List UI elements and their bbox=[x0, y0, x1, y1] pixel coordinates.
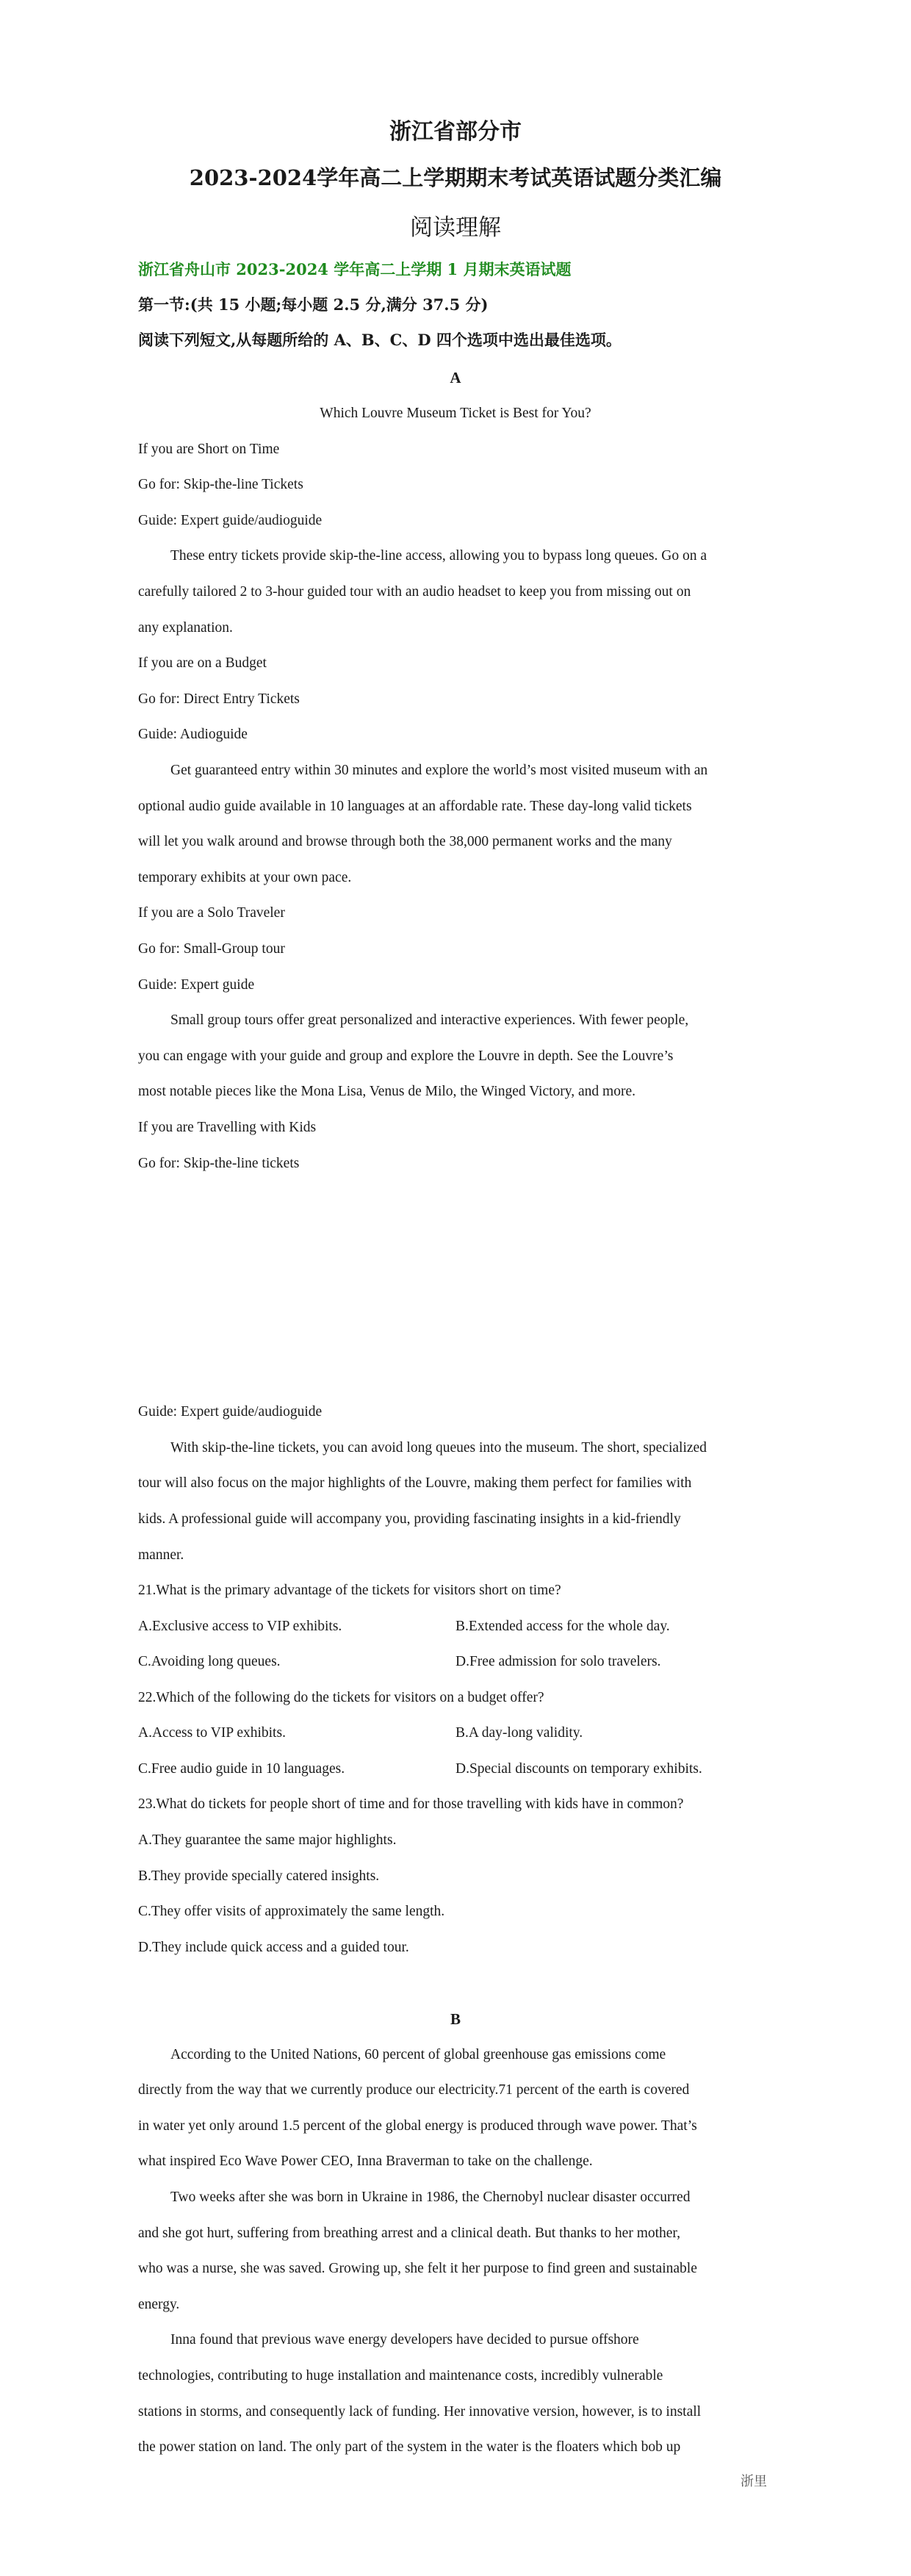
passage-a-line: you can engage with your guide and group and explore the Louvre in depth. See the Louvre’s bbox=[138, 1048, 674, 1064]
passage-a-line: Guide: Expert guide/audioguide bbox=[138, 1404, 323, 1420]
passage-a-line: Go for: Small-Group tour bbox=[138, 941, 285, 957]
passage-b-line: what inspired Eco Wave Power CEO, Inna Braverman to take on the challenge. bbox=[138, 2154, 593, 2169]
section-topic-title: 阅读理解 bbox=[410, 215, 501, 241]
question-21: 21.What is the primary advantage of the tickets for visitors short on time? bbox=[138, 1583, 561, 1598]
passage-a-title: Which Louvre Museum Ticket is Best for You? bbox=[320, 406, 591, 421]
passage-a-line: Go for: Skip-the-line tickets bbox=[138, 1156, 300, 1171]
q23-option-b: B.They provide specially catered insights. bbox=[138, 1868, 380, 1884]
passage-b-line: in water yet only around 1.5 percent of the global energy is produced through wave power. That’s bbox=[138, 2118, 697, 2134]
section-instruction: 阅读下列短文,从每题所给的 A、B、C、D 四个选项中选出最佳选项。 bbox=[138, 331, 622, 349]
passage-b-line: energy. bbox=[138, 2297, 180, 2312]
passage-b-label: B bbox=[450, 2010, 461, 2028]
passage-b-line: and she got hurt, suffering from breathing arrest and a clinical death. But thanks to her mother, bbox=[138, 2226, 681, 2241]
passage-a-line: If you are Travelling with Kids bbox=[138, 1120, 317, 1135]
passage-a-label: A bbox=[450, 369, 461, 386]
q21-option-d: D.Free admission for solo travelers. bbox=[455, 1654, 661, 1669]
passage-b-line: According to the United Nations, 60 percent of global greenhouse gas emissions come bbox=[170, 2047, 666, 2062]
collection-title: 2023-2024学年高二上学期期末考试英语试题分类汇编 bbox=[189, 165, 722, 190]
passage-a-line: Small group tours offer great personalized and interactive experiences. With fewer people, bbox=[170, 1012, 689, 1028]
q21-option-c: C.Avoiding long queues. bbox=[138, 1654, 281, 1669]
passage-a-line: Go for: Skip-the-line Tickets bbox=[138, 477, 303, 492]
passage-a-line: If you are on a Budget bbox=[138, 655, 267, 671]
passage-b-line: Two weeks after she was born in Ukraine in 1986, the Chernobyl nuclear disaster occurred bbox=[170, 2190, 691, 2205]
q23-option-d: D.They include quick access and a guided tour. bbox=[138, 1940, 409, 1955]
q22-option-d: D.Special discounts on temporary exhibits. bbox=[455, 1761, 702, 1777]
passage-a-line: Go for: Direct Entry Tickets bbox=[138, 691, 300, 707]
passage-b-line: the power station on land. The only part of the system in the water is the floaters which bob up bbox=[138, 2439, 681, 2455]
q21-option-b: B.Extended access for the whole day. bbox=[455, 1619, 670, 1634]
passage-a-line: most notable pieces like the Mona Lisa, Venus de Milo, the Winged Victory, and more. bbox=[138, 1084, 635, 1099]
section-heading: 第一节:(共 15 小题;每小题 2.5 分,满分 37.5 分) bbox=[138, 295, 489, 314]
footer-watermark: 浙里 bbox=[741, 2474, 767, 2489]
passage-b-line: Inna found that previous wave energy developers have decided to pursue offshore bbox=[170, 2332, 639, 2347]
passage-a-line: Get guaranteed entry within 30 minutes and explore the world’s most visited museum with an bbox=[170, 763, 708, 778]
passage-a-line: kids. A professional guide will accompany you, providing fascinating insights in a kid-friendly bbox=[138, 1511, 681, 1527]
collection-region-title: 浙江省部分市 bbox=[389, 119, 522, 145]
question-23: 23.What do tickets for people short of time and for those travelling with kids have in common? bbox=[138, 1796, 684, 1812]
q22-option-a: A.Access to VIP exhibits. bbox=[138, 1725, 286, 1741]
question-22: 22.Which of the following do the tickets for visitors on a budget offer? bbox=[138, 1690, 544, 1705]
source-exam: 浙江省舟山市 2023-2024 学年高二上学期 1 月期末英语试题 bbox=[138, 260, 572, 278]
passage-a-line: These entry tickets provide skip-the-line access, allowing you to bypass long queues. Go on a bbox=[170, 548, 707, 564]
passage-a-line: Guide: Audioguide bbox=[138, 727, 248, 742]
passage-a-line: will let you walk around and browse through both the 38,000 permanent works and the many bbox=[138, 834, 672, 849]
passage-a-line: Guide: Expert guide/audioguide bbox=[138, 513, 323, 528]
passage-a-line: With skip-the-line tickets, you can avoid long queues into the museum. The short, specialized bbox=[170, 1440, 707, 1456]
passage-a-line: tour will also focus on the major highlights of the Louvre, making them perfect for families with bbox=[138, 1475, 692, 1491]
passage-b-line: who was a nurse, she was saved. Growing up, she felt it her purpose to find green and sustainable bbox=[138, 2261, 697, 2276]
q23-option-a: A.They guarantee the same major highlights. bbox=[138, 1832, 397, 1848]
q22-option-c: C.Free audio guide in 10 languages. bbox=[138, 1761, 345, 1777]
passage-b-line: stations in storms, and consequently lack of funding. Her innovative version, however, is to install bbox=[138, 2404, 702, 2420]
passage-a-line: any explanation. bbox=[138, 620, 233, 636]
passage-a-line: Guide: Expert guide bbox=[138, 977, 255, 993]
passage-a-line: temporary exhibits at your own pace. bbox=[138, 870, 352, 885]
passage-a-line: If you are a Solo Traveler bbox=[138, 905, 285, 921]
q23-option-c: C.They offer visits of approximately the same length. bbox=[138, 1904, 445, 1919]
passage-a-line: manner. bbox=[138, 1547, 184, 1563]
passage-b-line: directly from the way that we currently produce our electricity.71 percent of the earth is covered bbox=[138, 2082, 690, 2098]
passage-a-line: If you are Short on Time bbox=[138, 442, 280, 457]
passage-b-line: technologies, contributing to huge installation and maintenance costs, incredibly vulnerable bbox=[138, 2368, 663, 2383]
q22-option-b: B.A day-long validity. bbox=[455, 1725, 583, 1741]
q21-option-a: A.Exclusive access to VIP exhibits. bbox=[138, 1619, 342, 1634]
passage-a-line: carefully tailored 2 to 3-hour guided tour with an audio headset to keep you from missing out on bbox=[138, 584, 691, 600]
passage-a-line: optional audio guide available in 10 languages at an affordable rate. These day-long valid tickets bbox=[138, 799, 692, 814]
